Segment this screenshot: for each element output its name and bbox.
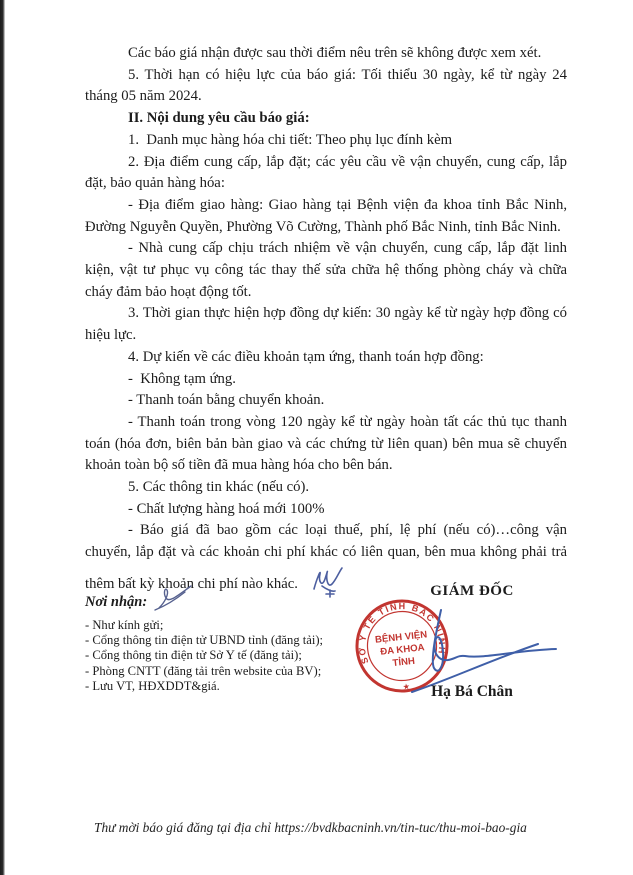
paragraph: - Không tạm ứng. [128, 370, 236, 387]
recipients-heading: Nơi nhận: [85, 594, 148, 610]
signer-name: Hạ Bá Chân [431, 683, 513, 700]
handwritten-check-ink [149, 584, 195, 612]
recipient-item: - Lưu VT, HĐXDDT&giá. [85, 678, 220, 693]
stamp-star-icon: ★ [402, 681, 411, 692]
paragraph: - Chất lượng hàng hoá mới 100% [128, 500, 325, 517]
recipients-list [85, 618, 355, 694]
recipients-block [85, 584, 355, 694]
paragraph: 2. Địa điểm cung cấp, lắp đặt; các yêu cầu về vận chuyển, cung cấp, lắp đặt, bảo quản hàng hóa: [85, 153, 567, 192]
paragraph: 5. Các thông tin khác (nếu có). [128, 479, 310, 496]
paragraph: 3. Thời gian thực hiện hợp đồng dự kiến: 30 ngày kể từ ngày hợp đồng có hiệu lực. [85, 305, 567, 344]
paragraph-text: - Báo giá đã bao gồm các loại thuế, phí, lệ phí (nếu có)…công vận chuyển, lắp đặt và các khoản chi phí khác có liên quan, bên mua không phải trả thêm bất kỳ khoản chi phí nào khác. [85, 522, 567, 592]
document-body [85, 43, 567, 598]
paragraph: - Nhà cung cấp chịu trách nhiệm về vận chuyển, cung cấp, lắp đặt linh kiện, vật tư phục vụ công tác thay thế sửa chữa hệ thống phòng cháy và chữa cháy đảm bảo hoạt động tốt. [85, 240, 567, 300]
signer-title: GIÁM ĐỐC [430, 583, 514, 599]
stamp-center-line: BỆNH VIỆN [374, 629, 428, 646]
footer-url-line: Thư mời báo giá đăng tại địa chỉ https://bvdkbacninh.vn/tin-tuc/thu-moi-bao-gia [94, 820, 527, 835]
scan-edge-artifact [0, 0, 5, 875]
recipient-item: - Cổng thông tin điện tử UBND tỉnh (đăng tải); [85, 633, 324, 648]
recipient-item: - Cổng thông tin điện tử Sở Y tế (đăng tải); [85, 648, 302, 663]
paragraph: - Thanh toán bằng chuyển khoản. [128, 392, 325, 409]
recipient-item: - Phòng CNTT (đăng tải trên website của BV); [85, 663, 322, 678]
stamp-center-line: ĐA KHOA [379, 642, 426, 658]
paragraph: 5. Thời hạn có hiệu lực của báo giá: Tối thiểu 30 ngày, kể từ ngày 24 tháng 05 năm 2024. [85, 66, 567, 105]
stamp-ring-text: SỞ Y TẾ TỈNH BẮC NINH [356, 601, 448, 666]
paragraph: 1. Danh mục hàng hóa chi tiết: Theo phụ lục đính kèm [128, 131, 453, 148]
paragraph: Các báo giá nhận được sau thời điểm nêu trên sẽ không được xem xét. [128, 45, 542, 61]
paragraph: 4. Dự kiến về các điều khoản tạm ứng, thanh toán hợp đồng: [128, 348, 484, 365]
paragraph: - Thanh toán trong vòng 120 ngày kể từ ngày hoàn tất các thủ tục thanh toán (hóa đơn, biên bản bàn giao và các chứng từ liên quan) bên mua sẽ chuyển khoản toàn bộ số tiền đã mua hàng hóa cho bên bán. [85, 413, 567, 474]
stamp-center-line: TỈNH [392, 655, 416, 670]
section-heading: II. Nội dung yêu cầu báo giá: [128, 110, 310, 127]
paragraph: - Địa điểm giao hàng: Giao hàng tại Bệnh viện đa khoa tỉnh Bắc Ninh, Đường Nguyễn Quyền, Phường Võ Cường, Thành phố Bắc Ninh, tỉnh Bắc Ninh. [85, 196, 567, 235]
recipient-item: - Như kính gửi; [85, 618, 164, 632]
